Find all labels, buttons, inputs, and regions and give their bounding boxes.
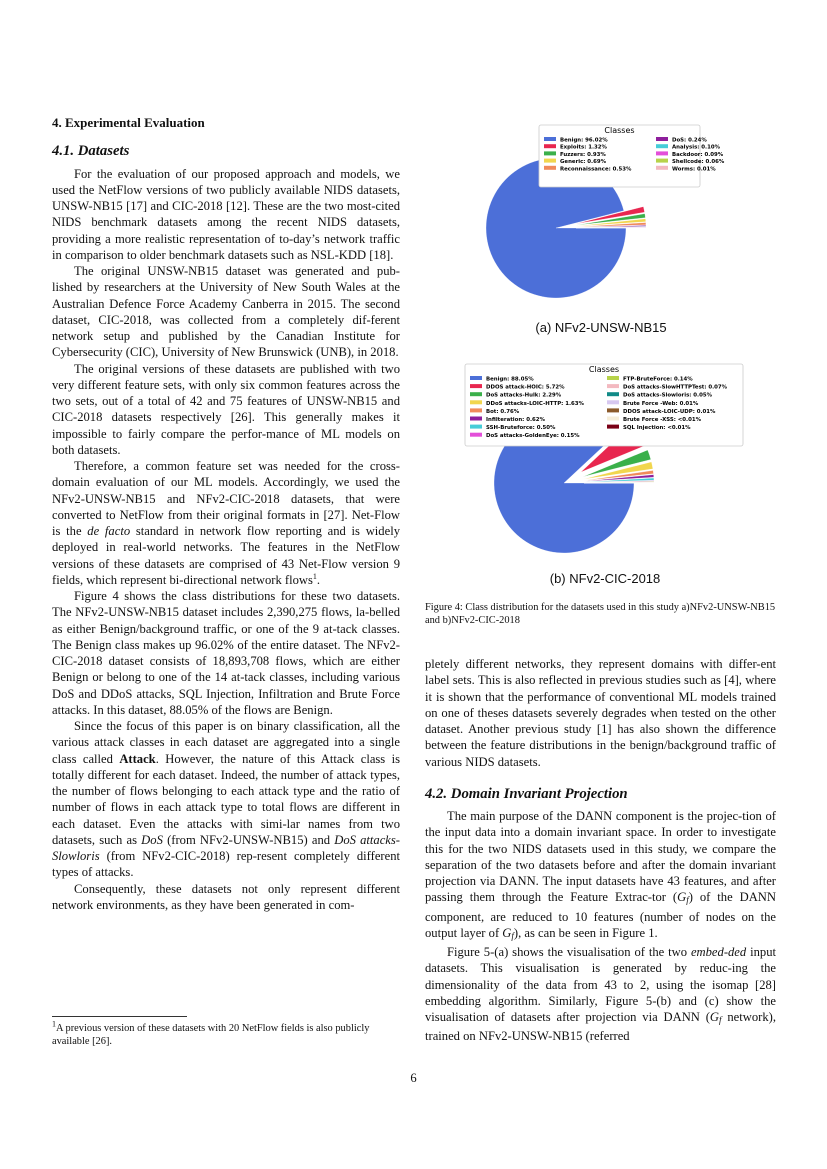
legend-swatch (544, 144, 556, 148)
legend-label: Reconnaissance: 0.53% (560, 166, 632, 173)
legend-label: Infilteration: 0.62% (486, 417, 545, 423)
paragraph: Figure 4 shows the class distributions for these two datasets. The NFv2-UNSW-NB15 dataset includes 2,390,275 flows, la-belled as either Benign/background traffic, or one of the 9 at-tack classes. The Benign class makes up 96.02% of the entire dataset. The NFv2-CIC-2018 dataset consists of 18,893,708 flows, which are either Benign or belong to one of the 14 at-tack classes, including various DoS and DDoS attacks, SQL Injection, Infiltration and Brute Force attacks. In this dataset, 88.05% of the flows are Benign. (52, 589, 400, 717)
paragraph: Figure 5-(a) shows the visualisation of the two embed-ded input datasets. This visualisation is generated by reduc-ing the dimensionality of the data from 43 to 2, using the isomap [28] embedding algorithm. Similarly, Figure 5-(b) and (c) show the visualisation of datasets after projection via DANN (Gf network), trained on NFv2-UNSW-NB15 (referred (425, 945, 777, 1044)
pie-chart-unsw (476, 115, 726, 315)
pie-chart-cic (440, 362, 770, 570)
footnote-divider (52, 1016, 187, 1017)
legend-swatch (544, 166, 556, 170)
legend-swatch (544, 137, 556, 141)
legend-title: Classes (604, 126, 635, 135)
legend-label: DoS attacks-Hulk: 2.29% (486, 392, 562, 399)
legend-label: Benign: 96.02% (560, 137, 608, 144)
subfigure-label-b: (b) NFv2-CIC-2018 (549, 571, 661, 586)
paragraph: Therefore, a common feature set was needed for the cross-domain evaluation of our ML models. Accordingly, we used the NFv2-UNSW-NB15 and NFv2-CIC-2018 datasets, that were converted to NetFlow from their original formats in [27]. Net-Flow is the de facto standard in network flow reporting and is widely deployed in real-world networks. The features in the NetFlow versions of these datasets are comprised of 43 Net-Flow version 9 fields, which represent bi-directional network flows$^1$. (52, 459, 400, 587)
legend-label: Fuzzers: 0.93% (560, 151, 606, 158)
footnote: $^1$A previous version of these datasets with 20 NetFlow fields is also publicly available [26]. (52, 1019, 370, 1047)
left-column (52, 115, 400, 913)
paragraph: The original UNSW-NB15 dataset was generated and pub-lished by researchers at the University of New South Wales at the Australian Defence Force Academy Canberra in 2015. The second dataset, CIC-2018, was collected from a completely dif-ferent network setup and published by the Canadian Institute for Cybersecurity (CIC), University of New Brunswick (UNB), in 2018. (52, 264, 400, 360)
paragraph: The original versions of these datasets are published with two very different feature sets, with only six common features across the two sets, out of a total of 42 and 75 features of UNSW-NB15 and CIC-2018 datasets respectively [26]. This generally makes it impossible to fairly compare the perfor-mance of ML models on both datasets. (52, 361, 400, 457)
legend-swatch (607, 400, 619, 404)
section-heading: 4. Experimental Evaluation (52, 115, 205, 130)
legend-label: Worms: 0.01% (672, 166, 716, 173)
legend-swatch (607, 417, 619, 421)
paragraph: Since the focus of this paper is on binary classification, all the various attack classes in each dataset are aggregated into a single class called Attack. However, the nature of this Attack class is totally different for each dataset. Indeed, the number of attack types, the number of flows belonging to each attack type and the ratio of number of flows in each attack type to total flows are different in each dataset. Even the attacks with simi-lar names from two datasets, such as DoS (from NFv2-UNSW-NB15) and DoS attacks-Slowloris (from NFv2-CIC-2018) rep-resent completely different types of attacks. (52, 719, 400, 880)
legend-label: FTP-BruteForce: 0.14% (623, 376, 693, 383)
legend-label: Shellcode: 0.06% (672, 159, 725, 166)
paragraph: pletely different networks, they represent domains with differ-ent label sets. This is also reflected in previous studies such as [4], where it is shown that the performance of conventional ML models trained on one of theses datasets severely degrades when tested on the other dataset. Another previous study [1] has also shown the difference between the feature distributions in the benign/background traffic of various NIDS datasets. (425, 657, 776, 769)
legend-label: Brute Force -Web: 0.01% (623, 400, 699, 407)
legend-swatch (656, 166, 668, 170)
legend-swatch (607, 376, 619, 380)
paragraph: For the evaluation of our proposed approach and models, we used the NetFlow versions of two publicly available NIDS datasets, UNSW-NB15 [17] and CIC-2018 [12]. These are the two most-cited NIDS benchmark datasets among the recent NIDS datasets, providing a more realistic representation of to-day’s network traffic in comparison to older benchmark datasets such as NSL-KDD [18]. (52, 166, 400, 262)
legend-swatch (470, 392, 482, 396)
legend-label: Exploits: 1.32% (560, 144, 607, 151)
right-column (425, 656, 776, 1045)
legend-swatch (470, 384, 482, 388)
legend-label: Benign: 88.05% (486, 376, 534, 383)
legend-swatch (607, 384, 619, 388)
legend-label: SQL Injection: <0.01% (623, 425, 691, 432)
legend-swatch (470, 400, 482, 404)
page-number: 6 (410, 1071, 417, 1085)
legend-label: SSH-Bruteforce: 0.50% (486, 425, 556, 432)
paragraph: Consequently, these datasets not only represent different network environments, as they have been generated in com- (52, 881, 400, 912)
legend-swatch (656, 159, 668, 163)
subsection-heading-dann: 4.2. Domain Invariant Projection (425, 785, 628, 802)
legend-swatch (656, 151, 668, 155)
legend-swatch (470, 417, 482, 421)
legend-swatch (544, 151, 556, 155)
figure-caption: Figure 4: Class distribution for the datasets used in this study a)NFv2-UNSW-NB15 and b)NFv2-CIC-2018 (425, 602, 776, 626)
legend-swatch (656, 144, 668, 148)
legend-label: DDoS attacks-LOIC-HTTP: 1.63% (486, 400, 584, 407)
legend-swatch (470, 376, 482, 380)
legend-swatch (470, 408, 482, 412)
legend-label: Bot: 0.76% (486, 408, 520, 415)
legend-swatch (470, 433, 482, 437)
legend-swatch (607, 425, 619, 429)
legend-swatch (607, 392, 619, 396)
legend-swatch (470, 425, 482, 429)
subsection-heading-datasets: 4.1. Datasets (52, 143, 130, 160)
legend-label: DDOS attack-HOIC: 5.72% (486, 384, 565, 391)
legend-label: DoS attacks-Slowloris: 0.05% (623, 392, 713, 399)
legend-swatch (544, 159, 556, 163)
legend-swatch (656, 137, 668, 141)
legend-label: DoS attacks-GoldenEye: 0.15% (486, 433, 580, 440)
legend-label: DoS attacks-SlowHTTPTest: 0.07% (623, 384, 728, 391)
legend-label: DoS: 0.24% (672, 137, 707, 144)
subfigure-label-a: (a) NFv2-UNSW-NB15 (535, 320, 667, 335)
legend-swatch (607, 408, 619, 412)
legend-label: DDOS attack-LOIC-UDP: 0.01% (623, 408, 716, 415)
legend-label: Backdoor: 0.09% (672, 151, 724, 158)
legend-title: Classes (588, 365, 620, 374)
legend-label: Analysis: 0.10% (672, 144, 721, 151)
legend-label: Brute Force -XSS: <0.01% (623, 417, 701, 423)
legend-label: Generic: 0.69% (560, 159, 607, 166)
paragraph: The main purpose of the DANN component is the projec-tion of the input data into a domain invariant space. In order to investigate this for the two NIDS datasets used in this study, we compare the separation of the two datasets before and after the domain invariant projection via DANN. The input datasets have 43 features, and after passing them through the Feature Extrac-tor (Gf) of the DANN component, are reduced to 10 features (number of nodes on the output layer of Gf), as can be seen in Figure 1. (425, 809, 776, 941)
footnote-ref[interactable]: 1 (312, 571, 317, 581)
